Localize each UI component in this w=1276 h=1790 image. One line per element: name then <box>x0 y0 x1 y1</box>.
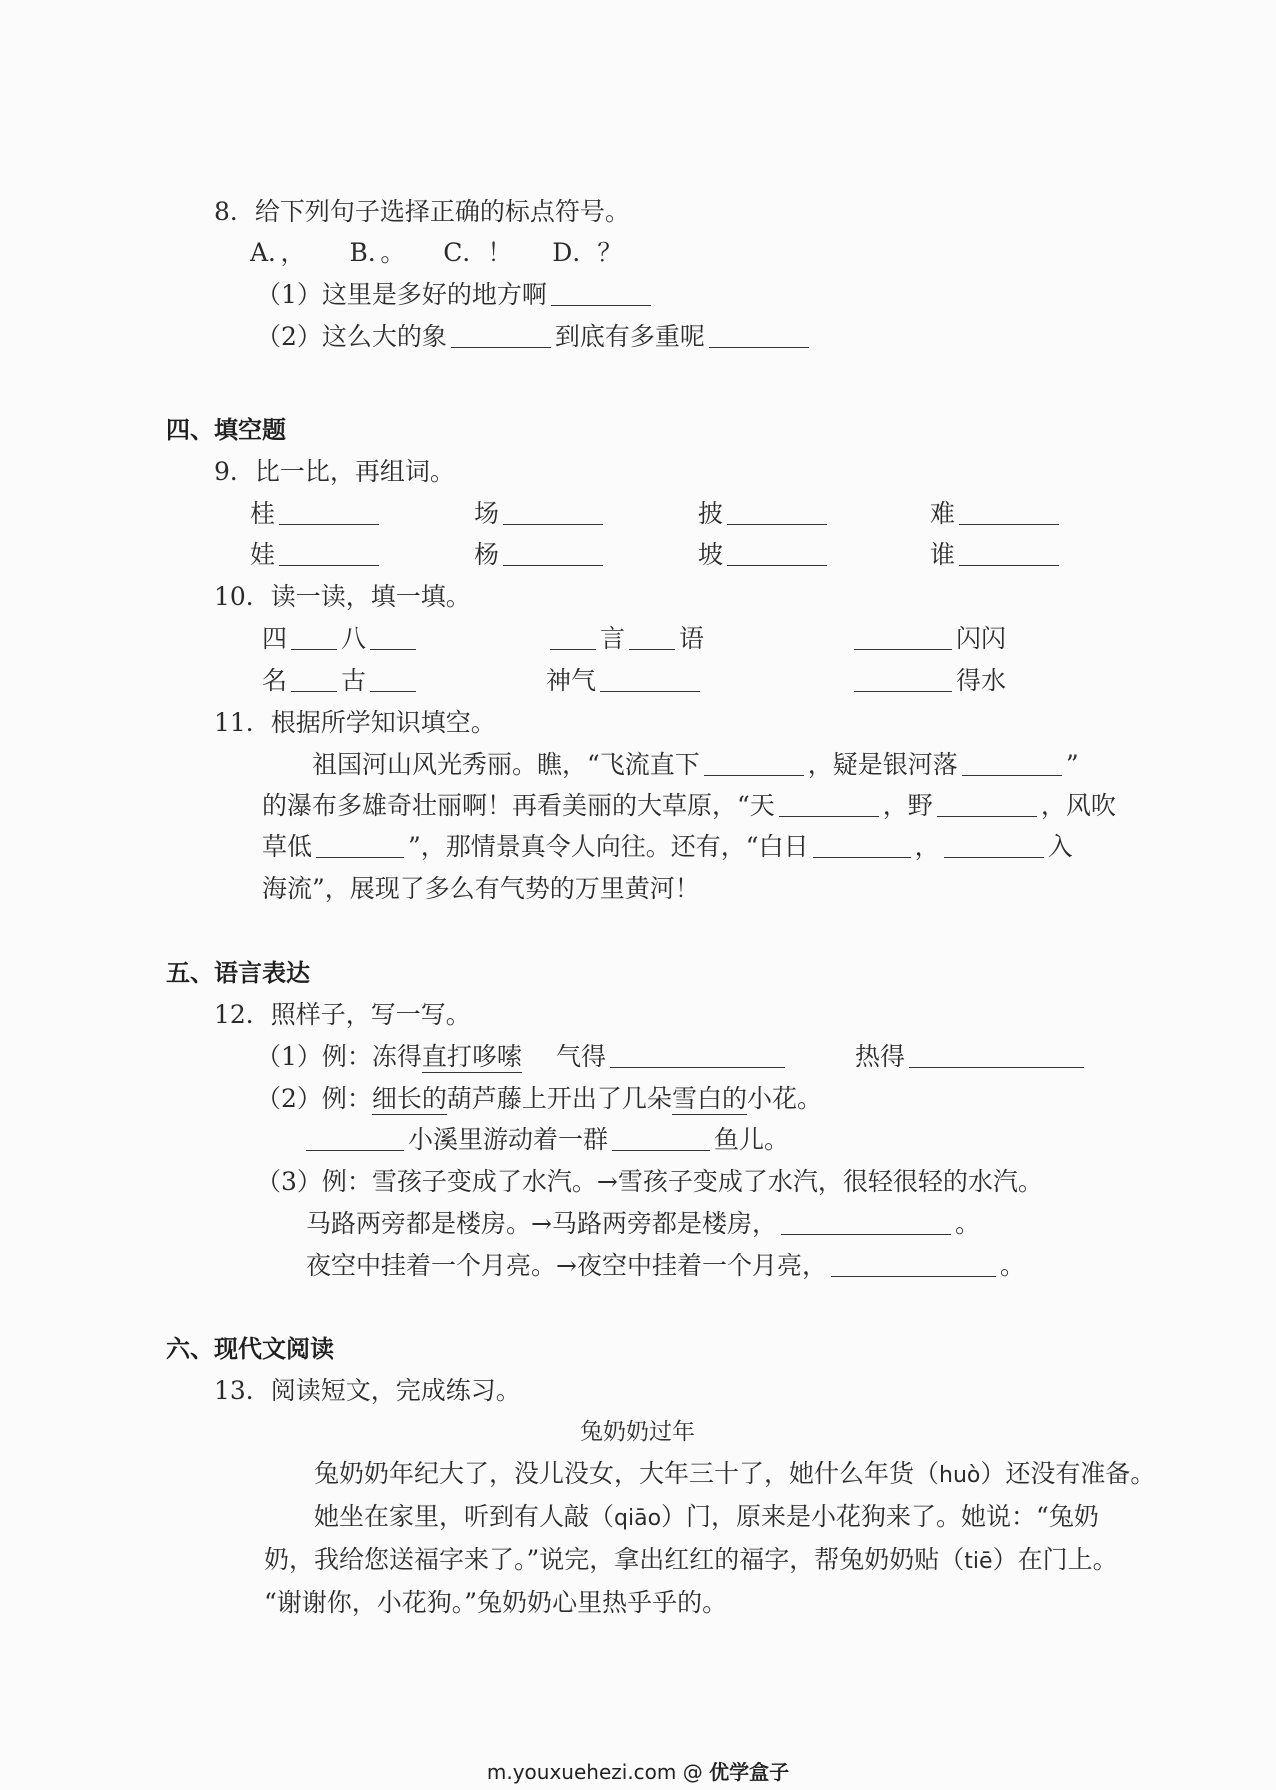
answer-blank[interactable] <box>279 541 379 566</box>
answer-blank[interactable] <box>709 323 809 348</box>
answer-blank[interactable] <box>909 1043 1084 1068</box>
q11-text: 祖国河山风光秀丽。瞧，“飞流直下 <box>312 750 700 779</box>
answer-blank[interactable] <box>704 751 804 776</box>
q10-row-2 <box>262 664 1006 698</box>
passage-text: 兔奶奶年纪大了，没儿没女，大年三十了，她什么年货（ <box>314 1459 940 1488</box>
q8-s1-text: （1）这里是多好的地方啊 <box>256 280 547 309</box>
q12-text: 小溪里游动着一群 <box>408 1125 609 1154</box>
q10-char: 闪闪 <box>956 624 1007 653</box>
q11-text: 入 <box>1047 832 1073 861</box>
q12-text: 。 <box>999 1251 1025 1280</box>
answer-blank[interactable] <box>727 541 827 566</box>
answer-blank[interactable] <box>503 500 603 525</box>
answer-blank[interactable] <box>370 667 416 692</box>
q8-s2-text-a: （2）这么大的象 <box>256 322 447 351</box>
q9-row-1 <box>250 497 1063 531</box>
q8-s2-text-b: 到底有多重呢 <box>554 322 705 351</box>
q11-text: ，风吹 <box>1040 791 1116 820</box>
answer-blank[interactable] <box>291 667 337 692</box>
q12-text: 热得 <box>854 1042 905 1071</box>
answer-blank[interactable] <box>959 500 1059 525</box>
q12-example-3-fill-2 <box>306 1249 1025 1283</box>
q12-text: 葫芦藤上开出了几朵 <box>446 1084 672 1113</box>
section-5-title: 五、语言表达 <box>166 959 310 987</box>
answer-blank[interactable] <box>306 1126 404 1151</box>
q8-option-d: D．？ <box>552 238 623 267</box>
passage-text: 奶，我给您送福字来了。”说完，拿出红红的福字，帮兔奶奶贴（ <box>264 1545 965 1574</box>
passage-title: 兔奶奶过年 <box>580 1419 695 1445</box>
q11-line-1 <box>312 748 1079 782</box>
q12-text: （2）例： <box>256 1084 372 1113</box>
answer-blank[interactable] <box>944 833 1044 858</box>
q8-option-a: A．， <box>250 238 306 267</box>
answer-blank[interactable] <box>727 500 827 525</box>
answer-blank[interactable] <box>813 833 911 858</box>
answer-blank[interactable] <box>291 625 337 650</box>
q11-text: 的瀑布多雄奇壮丽啊！再看美丽的大草原，“天 <box>262 791 775 820</box>
answer-blank[interactable] <box>316 833 404 858</box>
q9-char: 谁 <box>930 540 956 569</box>
passage-text: ）还没有准备。 <box>980 1459 1156 1488</box>
q12-example-3-fill-1 <box>306 1207 980 1241</box>
q9-char: 披 <box>698 499 724 528</box>
answer-blank[interactable] <box>959 541 1059 566</box>
q10-stem: 10．读一读，填一填。 <box>214 582 471 611</box>
q12-text: 小花。 <box>746 1084 822 1113</box>
pinyin: tiē <box>964 1549 993 1574</box>
q12-text: 气得 <box>555 1042 606 1071</box>
q9-char: 杨 <box>474 540 500 569</box>
q12-text: 夜空中挂着一个月亮。→夜空中挂着一个月亮， <box>306 1251 827 1280</box>
answer-blank[interactable] <box>550 625 596 650</box>
q9-char: 难 <box>930 499 956 528</box>
q9-char: 娃 <box>250 540 276 569</box>
q12-example-1 <box>256 1040 1088 1074</box>
q11-text: ” <box>1065 750 1079 779</box>
answer-blank[interactable] <box>503 541 603 566</box>
q12-text: 。 <box>954 1209 980 1238</box>
q12-example-2 <box>256 1082 822 1116</box>
q11-line-3 <box>262 830 1073 864</box>
q10-char: 神气 <box>546 666 597 695</box>
section-6-title: 六、现代文阅读 <box>166 1335 334 1363</box>
q11-text: 草低 <box>262 832 313 861</box>
passage-text: 她坐在家里，听到有人敲（ <box>314 1502 615 1531</box>
q10-char: 言 <box>600 624 626 653</box>
q9-stem: 9．比一比，再组词。 <box>214 457 455 486</box>
q11-line-2 <box>262 789 1116 823</box>
q11-line-4: 海流”，展现了多么有气势的万里黄河！ <box>262 874 700 903</box>
q8-option-b: B．。 <box>349 238 406 267</box>
answer-blank[interactable] <box>279 500 379 525</box>
answer-blank[interactable] <box>962 751 1062 776</box>
q11-text: ，野 <box>882 791 933 820</box>
footer-brand: 优学盒子 <box>709 1760 790 1784</box>
q8-stem: 8．给下列句子选择正确的标点符号。 <box>214 197 630 226</box>
answer-blank[interactable] <box>937 792 1037 817</box>
q13-stem: 13．阅读短文，完成练习。 <box>214 1376 521 1405</box>
footer-watermark <box>0 1756 1276 1785</box>
passage-text: ）在门上。 <box>992 1545 1118 1574</box>
q12-example-3: （3）例：雪孩子变成了水汽。→雪孩子变成了水汽，很轻很轻的水汽。 <box>256 1167 1043 1196</box>
q12-example-2-fill <box>306 1123 789 1157</box>
q12-text: 鱼儿。 <box>714 1125 790 1154</box>
q10-char: 古 <box>341 666 367 695</box>
answer-blank[interactable] <box>612 1126 710 1151</box>
q12-underlined: 直打哆嗦 <box>421 1042 522 1071</box>
q10-char: 语 <box>679 624 705 653</box>
answer-blank[interactable] <box>781 1210 951 1235</box>
answer-blank[interactable] <box>600 667 700 692</box>
passage-line-2 <box>314 1500 1099 1534</box>
q12-text: 马路两旁都是楼房。→马路两旁都是楼房， <box>306 1209 777 1238</box>
section-4-title: 四、填空题 <box>166 416 286 444</box>
answer-blank[interactable] <box>779 792 879 817</box>
passage-line-3 <box>264 1543 1118 1577</box>
answer-blank[interactable] <box>610 1043 785 1068</box>
q12-text: （1）例：冻得 <box>256 1042 422 1071</box>
q10-char: 得水 <box>956 666 1007 695</box>
q10-char: 名 <box>262 666 288 695</box>
q12-underlined: 雪白的 <box>671 1084 747 1113</box>
q11-text: ， <box>914 832 940 861</box>
q12-stem: 12．照样子，写一写。 <box>214 1000 471 1029</box>
q10-row-1 <box>262 622 1006 656</box>
q11-stem: 11．根据所学知识填空。 <box>214 708 496 737</box>
footer-site: m.youxuehezi.com @ <box>486 1760 710 1784</box>
passage-text: ）门，原来是小花狗来了。她说：“兔奶 <box>661 1502 1099 1531</box>
answer-blank[interactable] <box>831 1252 996 1277</box>
passage-line-1 <box>314 1457 1155 1491</box>
q9-char: 桂 <box>250 499 276 528</box>
q8-sentence-1 <box>256 278 655 312</box>
q10-char: 八 <box>341 624 367 653</box>
answer-blank[interactable] <box>551 281 651 306</box>
passage-line-4: “谢谢你，小花狗。”兔奶奶心里热乎乎的。 <box>264 1588 728 1617</box>
q12-underlined: 细长的 <box>371 1084 447 1113</box>
q8-options <box>250 236 622 270</box>
answer-blank[interactable] <box>451 323 551 348</box>
q8-option-c: C．！ <box>443 238 513 267</box>
q10-char: 四 <box>262 624 288 653</box>
q11-text: ，疑是银河落 <box>807 750 958 779</box>
q11-text: ”，那情景真令人向往。还有，“白日 <box>408 832 809 861</box>
pinyin: qiāo <box>614 1506 662 1531</box>
pinyin: huò <box>939 1463 981 1488</box>
answer-blank[interactable] <box>629 625 675 650</box>
q9-char: 场 <box>474 499 500 528</box>
q8-sentence-2 <box>256 320 813 354</box>
q9-row-2 <box>250 538 1063 572</box>
answer-blank[interactable] <box>854 625 952 650</box>
answer-blank[interactable] <box>854 667 952 692</box>
answer-blank[interactable] <box>370 625 416 650</box>
q9-char: 坡 <box>698 540 724 569</box>
